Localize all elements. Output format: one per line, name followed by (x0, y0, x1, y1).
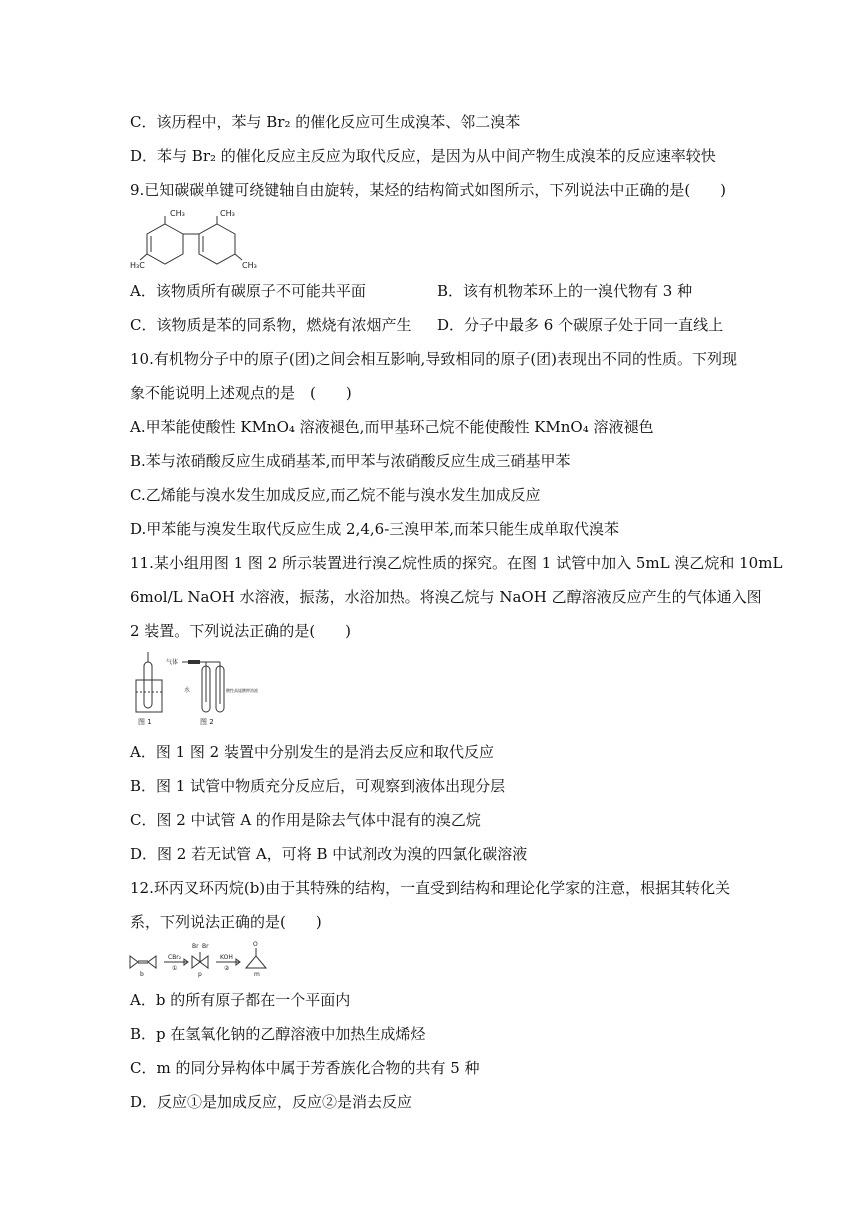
q9-option-b: B．该有机物苯环上的一溴代物有 3 种 (437, 282, 693, 300)
q12-reagent2-label: KOH (220, 954, 233, 961)
q12-br-label: Br (202, 943, 209, 950)
q12-step1-label: ① (172, 965, 178, 972)
q10-stem-line1: 10.有机物分子中的原子(团)之间会相互影响,导致相同的原子(团)表现出不同的性质。下列现 (130, 350, 738, 368)
q12-stem-line1: 12.环丙叉环丙烷(b)由于其特殊的结构，一直受到结构和理论化学家的注意，根据其转化关 (130, 879, 731, 897)
q11-stem-line1: 11.某小组用图 1 图 2 所示装置进行溴乙烷性质的探究。在图 1 试管中加入 5mL 溴乙烷和 10mL (130, 554, 783, 572)
q11-option-d: D．图 2 若无试管 A，可将 B 中试剂改为溴的四氯化碳溶液 (130, 845, 528, 863)
q9-structure-image (130, 204, 270, 274)
q10-option-d: D.甲苯能与溴发生取代反应生成 2,4,6-三溴甲苯,而苯只能生成单取代溴苯 (130, 520, 620, 538)
q12-o-label: O (253, 941, 258, 948)
q10-option-a: A.甲苯能使酸性 KMnO₄ 溶液褪色,而甲基环己烷不能使酸性 KMnO₄ 溶液褪色 (130, 418, 654, 436)
q8-option-d: D．苯与 Br₂ 的催化反应主反应为取代反应，是因为从中间产物生成溴苯的反应速率较快 (130, 147, 716, 165)
q9-ch3-label: CH₃ (220, 209, 235, 218)
q9-option-c: C．该物质是苯的同系物，燃烧有浓烟产生 (130, 316, 412, 334)
q11-apparatus-image (130, 652, 258, 730)
q12-br-label: Br (192, 943, 199, 950)
q9-option-d: D．分子中最多 6 个碳原子处于同一直线上 (437, 316, 724, 334)
q12-reagent1-label: CBr₂ (168, 954, 182, 961)
q9-h3c-label: H₃C (130, 261, 145, 270)
q11-water-label: 水 (184, 687, 191, 694)
q9-ch3-label: CH₃ (242, 261, 257, 270)
q9-ch3-label: CH₃ (170, 209, 185, 218)
q11-option-c: C．图 2 中试管 A 的作用是除去气体中混有的溴乙烷 (130, 811, 481, 829)
q11-fig1-label: 图 1 (138, 718, 152, 726)
q11-stem-line3: 2 装置。下列说法正确的是( ) (130, 622, 352, 640)
q9-option-a: A．该物质所有碳原子不可能共平面 (130, 282, 366, 300)
q12-step2-label: ② (224, 965, 230, 972)
q11-stem-line2: 6mol/L NaOH 水溶液，振荡，水浴加热。将溴乙烷与 NaOH 乙醇溶液反应产生的气体通入图 (130, 588, 762, 606)
q11-option-a: A．图 1 图 2 装置中分别发生的是消去反应和取代反应 (130, 743, 494, 761)
q12-option-c: C．m 的同分异构体中属于芳香族化合物的共有 5 种 (130, 1059, 480, 1077)
q12-p-label: p (198, 971, 202, 978)
q11-kmno4-label: 酸性高锰酸钾溶液 (226, 688, 258, 693)
q10-stem-line2: 象不能说明上述观点的是 ( ) (130, 384, 352, 402)
q10-option-b: B.苯与浓硝酸反应生成硝基苯,而甲苯与浓硝酸反应生成三硝基甲苯 (130, 452, 571, 470)
q12-stem-line2: 系，下列说法正确的是( ) (130, 913, 322, 931)
q9-stem: 9.已知碳碳单键可绕键轴自由旋转，某烃的结构简式如图所示，下列说法中正确的是( ) (130, 181, 727, 199)
q12-option-d: D．反应①是加成反应，反应②是消去反应 (130, 1093, 413, 1111)
q8-option-c: C．该历程中，苯与 Br₂ 的催化反应可生成溴苯、邻二溴苯 (130, 113, 521, 131)
q12-scheme-image (128, 938, 288, 978)
q12-option-b: B．p 在氢氧化钠的乙醇溶液中加热生成烯烃 (130, 1025, 426, 1043)
q12-m-label: m (254, 971, 260, 978)
q12-b-label: b (140, 971, 144, 978)
q11-fig2-label: 图 2 (200, 718, 214, 726)
q11-option-b: B．图 1 试管中物质充分反应后，可观察到液体出现分层 (130, 777, 506, 795)
q10-option-c: C.乙烯能与溴水发生加成反应,而乙烷不能与溴水发生加成反应 (130, 486, 541, 504)
q12-option-a: A．b 的所有原子都在一个平面内 (130, 991, 351, 1009)
q11-gas-label: 气体 (166, 659, 179, 666)
